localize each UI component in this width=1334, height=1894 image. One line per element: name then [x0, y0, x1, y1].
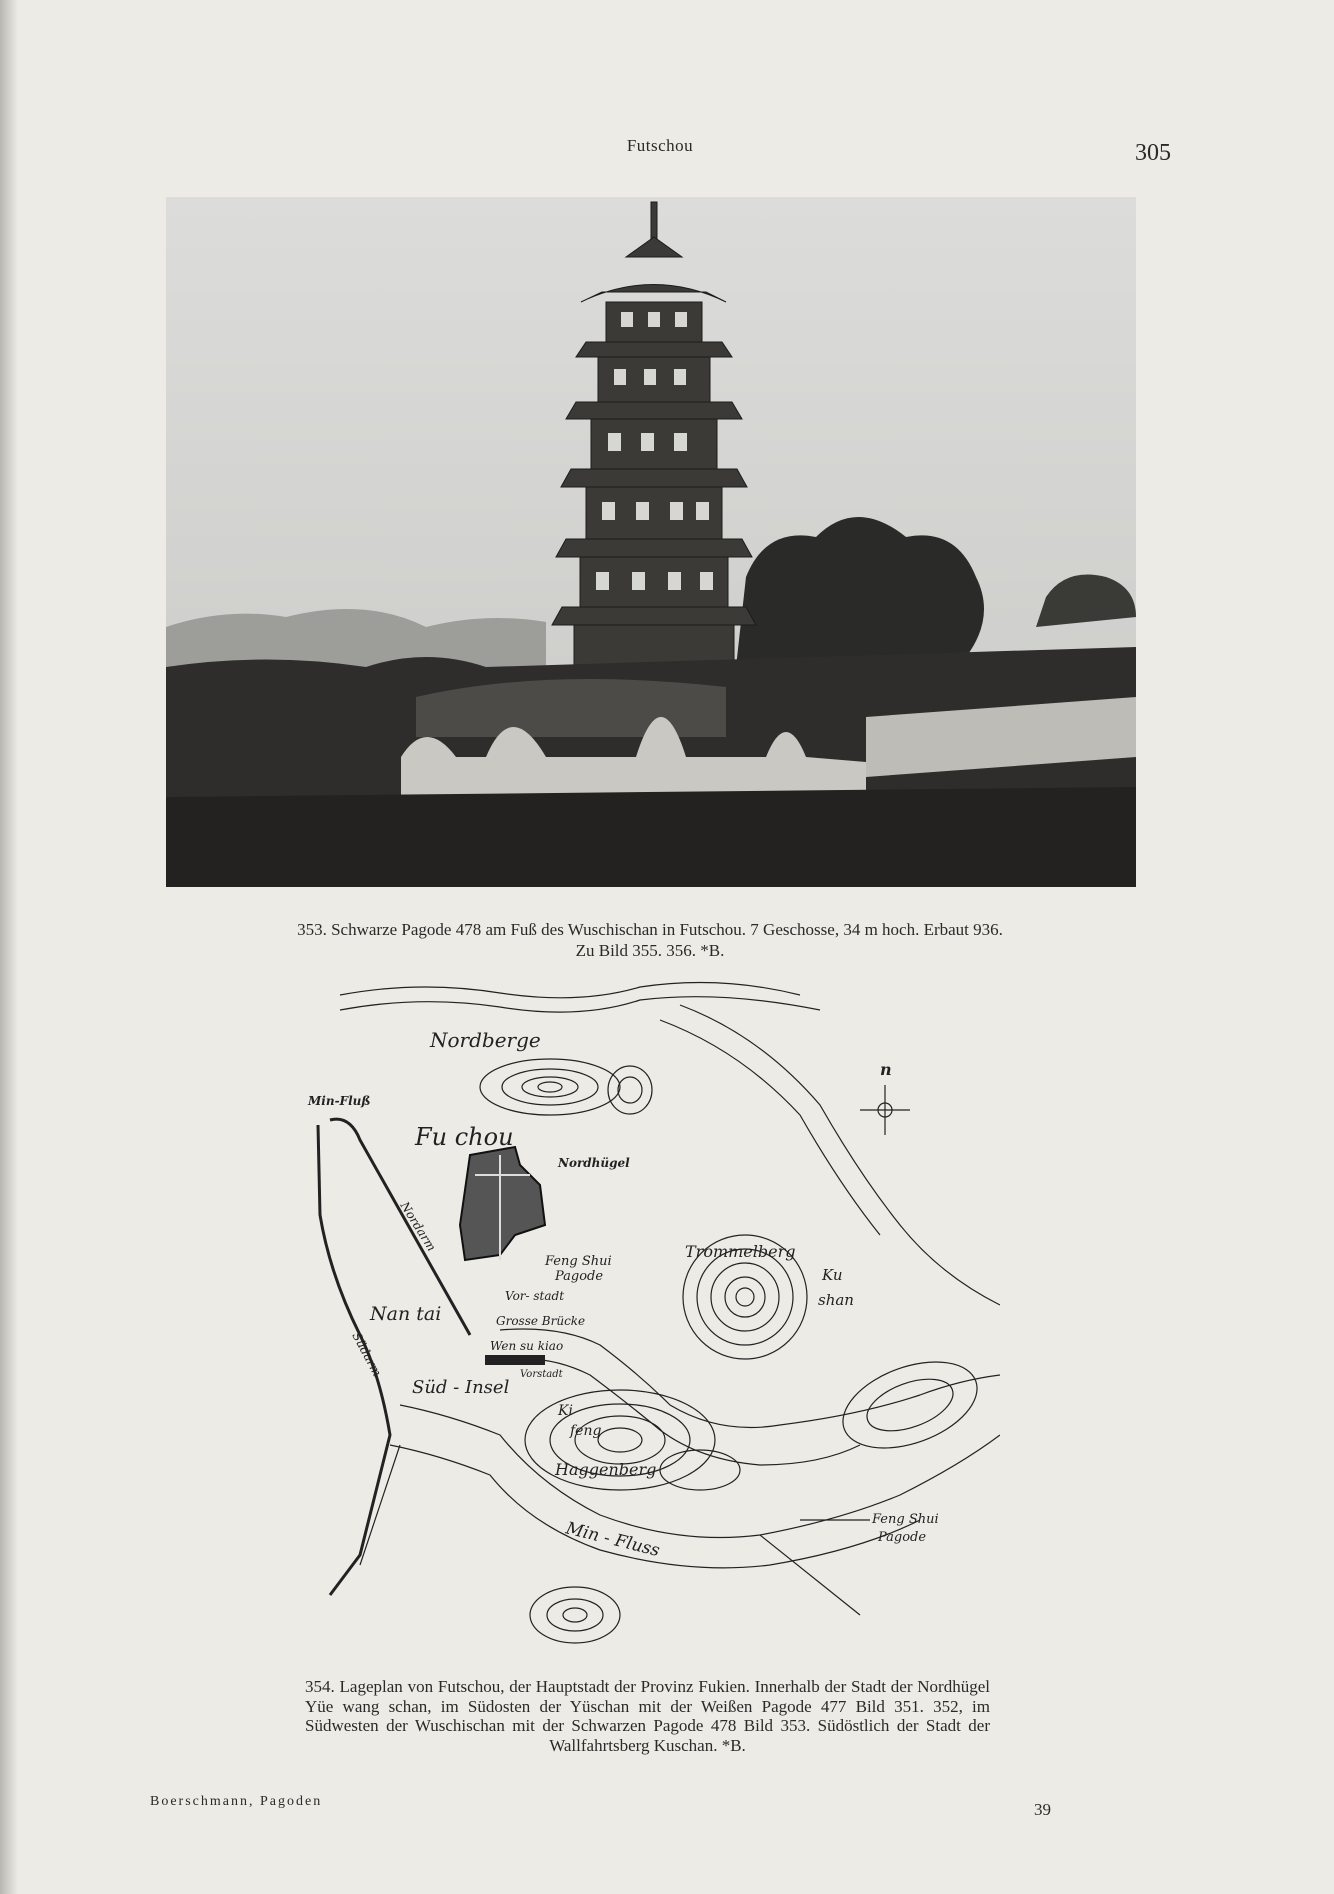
label-haggenberg: Haggenberg [555, 1460, 657, 1479]
label-min-fluss-top: Min-Fluß [308, 1094, 371, 1108]
label-min-fluss-bottom: Min - Fluss [563, 1518, 662, 1562]
label-grosse-bruecke: Grosse Brücke [496, 1314, 586, 1328]
figure-353-caption [180, 919, 1120, 961]
label-nordberge: Nordberge [430, 1028, 541, 1052]
label-nordarm: Nordarm [397, 1199, 439, 1254]
compass-north-label: n [880, 1060, 892, 1079]
label-trommelberg: Trommelberg [685, 1242, 796, 1261]
figure-353-caption-line2: Zu Bild 355. 356. *B. [575, 941, 725, 960]
label-ku-shan-2: shan [818, 1291, 854, 1309]
label-suedarm: Südarm [349, 1329, 385, 1379]
pagoda-photograph [166, 197, 1136, 887]
footer-signature: 39 [1034, 1800, 1051, 1819]
footer-author: Boerschmann, Pagoden [150, 1794, 323, 1809]
running-title: Futschou [626, 136, 694, 155]
label-nordhuegel: Nordhügel [558, 1156, 630, 1170]
label-feng-shui-pagode-2: Feng Shui [872, 1512, 939, 1527]
label-sued-insel: Süd - Insel [412, 1377, 510, 1398]
page-number: 305 [1135, 140, 1171, 166]
label-ki-feng-2: feng [570, 1423, 602, 1439]
label-ku-shan-1: Ku [822, 1266, 843, 1284]
figure-353-caption-line1: 353. Schwarze Pagode 478 am Fuß des Wuschischan in Futschou. 7 Geschosse, 34 m hoch. Erbaut 936. [297, 920, 1003, 939]
label-fu-chou: Fu chou [415, 1123, 514, 1151]
label-feng-shui-pagode-2b: Pagode [878, 1530, 927, 1545]
label-feng-shui-pagode-1b: Pagode [555, 1269, 604, 1284]
fuchou-site-map [300, 975, 1000, 1650]
page-edge-shadow [0, 0, 18, 1894]
figure-354-caption: 354. Lageplan von Futschou, der Hauptstadt der Provinz Fukien. Innerhalb der Stadt der Nordhügel Yüe wang schan, im Südosten der Yüschan mit der Weißen Pagode 477 Bild 351. 352, im Südwesten der Wuschischan mit der Schwarzen Pagode 478 Bild 353. Südöstlich der Stadt der Wallfahrtsberg Kuschan. *B. [305, 1677, 990, 1755]
label-feng-shui-pagode-1: Feng Shui [545, 1254, 612, 1269]
label-wen-su-kiao: Wen su kiao [490, 1339, 564, 1353]
label-vorstadt-2: Vorstadt [520, 1369, 563, 1380]
label-ki-feng-1: Ki [558, 1403, 573, 1419]
label-nan-tai: Nan tai [370, 1303, 442, 1325]
label-vorstadt: Vor- stadt [505, 1289, 565, 1303]
